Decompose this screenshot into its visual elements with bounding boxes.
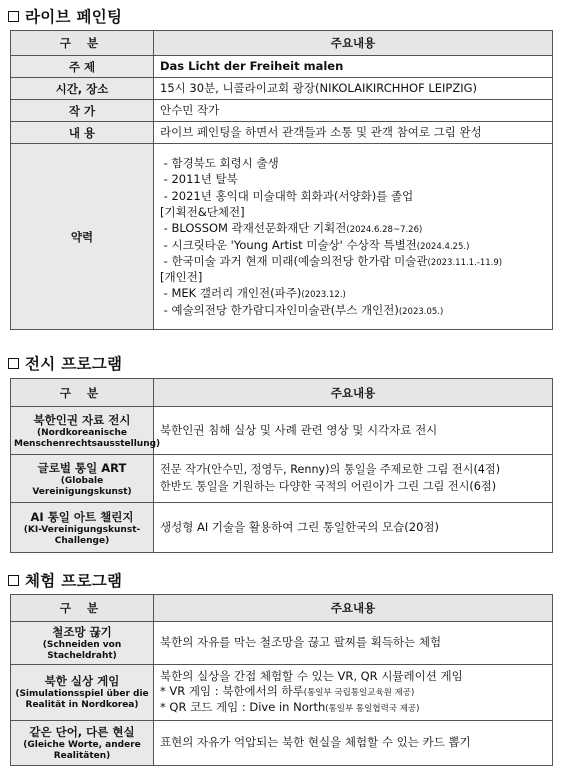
- career-label: 약력: [11, 144, 154, 330]
- table-row: [11, 720, 553, 765]
- table-row: [11, 622, 553, 665]
- table-row: [11, 56, 553, 78]
- row-value: 북한의 자유를 막는 철조망을 끊고 팔찌를 획득하는 체험: [154, 622, 553, 665]
- row-label: 철조망 끊기 (Schneiden von Stacheldraht): [11, 622, 154, 665]
- row-value: 북한인권 침해 실상 및 사례 관련 영상 및 시각자료 전시: [154, 407, 553, 455]
- table-row: [11, 455, 553, 503]
- career-line: - MEK 갤러리 개인전(파주)(2023.12.): [163, 286, 346, 301]
- row-label: 내 용: [11, 122, 154, 144]
- header-content: 주요내용: [154, 595, 553, 622]
- exhibition-section-title: [8, 352, 122, 374]
- table-row: [11, 407, 553, 455]
- checkbox-square-icon: [8, 358, 19, 369]
- header-content: 주요내용: [154, 379, 553, 407]
- live-section-title: [8, 5, 122, 27]
- header-content: 주요내용: [154, 31, 553, 56]
- header-category: 구 분: [11, 595, 154, 622]
- row-value: 전문 작가(안수민, 정영두, Renny)의 통일을 주제로한 그림 전시(4점) 한반도 통일을 기원하는 다양한 국적의 어린이가 그린 그림 전시(6점): [154, 455, 553, 503]
- career-line: - 시크릿타운 'Young Artist 미술상' 수상작 특별전(2024.4.25.): [163, 237, 470, 252]
- row-label: 북한 실상 게임 (Simulationsspiel über die Realität in Nordkorea): [11, 664, 154, 720]
- row-label: 글로벌 통일 ART (Globale Vereinigungskunst): [11, 455, 154, 503]
- header-category: 구 분: [11, 379, 154, 407]
- row-value: Das Licht der Freiheit malen: [154, 56, 553, 78]
- experience-section-title: [8, 569, 122, 591]
- career-heading: [개인전]: [160, 270, 203, 285]
- table-row: [11, 664, 553, 720]
- row-value: 라이브 페인팅을 하면서 관객들과 소통 및 관객 참여로 그림 완성: [154, 122, 553, 144]
- experience-title-text: 체험 프로그램: [25, 572, 123, 590]
- career-line: - 한국미술 과거 현재 미래(예술의전당 한가람 미술관(2023.11.1.-11.9): [163, 253, 503, 268]
- row-label: 북한인권 자료 전시 (Nordkoreanische Menschenrechtsausstellung): [11, 407, 154, 455]
- table-row: [11, 100, 553, 122]
- table-header-row: [11, 379, 553, 407]
- table-row: [11, 122, 553, 144]
- row-value: 안수민 작가: [154, 100, 553, 122]
- experience-table: [10, 594, 553, 766]
- career-line: - 2021년 홍익대 미술대학 회화과(서양화)를 졸업: [163, 188, 414, 203]
- row-label: 작 가: [11, 100, 154, 122]
- exhibition-table: [10, 378, 553, 553]
- live-title-text: 라이브 페인팅: [25, 8, 123, 26]
- row-label: 시간, 장소: [11, 78, 154, 100]
- table-header-row: [11, 595, 553, 622]
- career-list: [154, 144, 553, 330]
- row-value: 표현의 자유가 억압되는 북한 현실을 체험할 수 있는 카드 뽑기: [154, 720, 553, 765]
- row-label: AI 통일 아트 챌린지 (KI-Vereinigungskunst-Challenge): [11, 503, 154, 553]
- career-line: - 2011년 탈북: [163, 172, 238, 187]
- live-table: [10, 30, 553, 330]
- row-label: 같은 단어, 다른 현실 (Gleiche Worte, andere Realitäten): [11, 720, 154, 765]
- row-label: 주 제: [11, 56, 154, 78]
- row-value: 북한의 실상을 간접 체험할 수 있는 VR, QR 시뮬레이션 게임 * VR 게임 : 북한에서의 하루(통일부 국립통일교육원 제공) * QR 코드 게임 : Dive in North(통일부 통일협력국 제공): [154, 664, 553, 720]
- table-row: [11, 144, 553, 330]
- row-value: 15시 30분, 니콜라이교회 광장(NIKOLAIKIRCHHOF LEIPZIG): [154, 78, 553, 100]
- career-line: - 예술의전당 한가람디자인미술관(부스 개인전)(2023.05.): [163, 302, 444, 317]
- career-line: - 함경북도 회령시 출생: [163, 155, 279, 170]
- table-header-row: [11, 31, 553, 56]
- career-line: - BLOSSOM 곽재선문화재단 기획전(2024.6.28~7.26): [163, 221, 423, 236]
- row-value: 생성형 AI 기술을 활용하여 그린 통일한국의 모습(20점): [154, 503, 553, 553]
- exhibition-title-text: 전시 프로그램: [25, 355, 123, 373]
- table-row: [11, 78, 553, 100]
- checkbox-square-icon: [8, 575, 19, 586]
- checkbox-square-icon: [8, 11, 19, 22]
- header-category: 구 분: [11, 31, 154, 56]
- table-row: [11, 503, 553, 553]
- career-heading: [기획전&단체전]: [160, 204, 245, 219]
